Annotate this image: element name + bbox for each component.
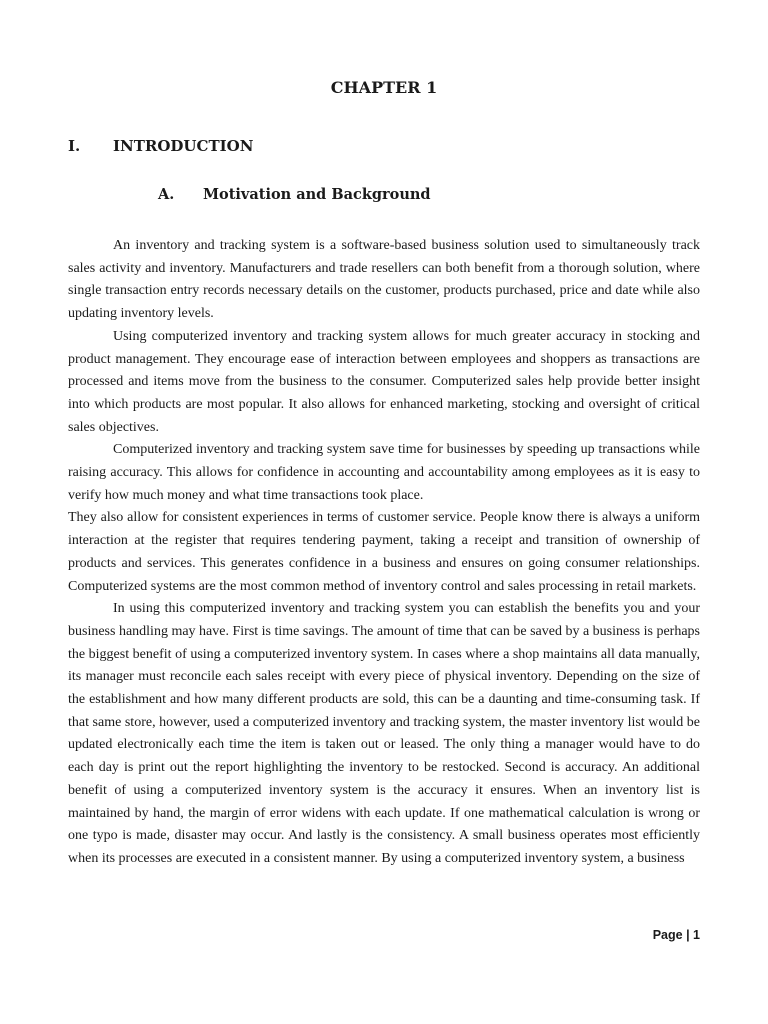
paragraph: Computerized inventory and tracking system save time for businesses by speeding up transactions while raising accuracy. This allows for confidence in accounting and accountability among employees as it is easy to verify how much money and what time transactions took place. [68,442,700,503]
section-title: INTRODUCTION [113,137,254,155]
page-number: Page | 1 [652,928,700,942]
subsection-title: Motivation and Background [203,186,431,203]
paragraph: In using this computerized inventory and tracking system you can establish the benefits you and your business handling may have. First is time savings. The amount of time that can be saved by a business is perhaps the biggest benefit of using a computerized inventory system. In cases where a shop maintains all data manually, its manager must reconcile each sales receipt with every piece of physical inventory. Depending on the size of the establishment and how many different products are sold, this can be a daunting and time-consuming task. If that same store, however, used a computerized inventory and tracking system, the master inventory list would be updated electronically each time the item is taken out or leased. The only thing a manager would have to do each day is print out the report highlighting the inventory to be restocked. Second is accuracy. An additional benefit of using a computerized inventory system is the accuracy it ensures. When an inventory list is maintained by hand, the margin of error widens with each update. If one mathematical calculation is wrong or one typo is made, disaster may occur. And lastly is the consistency. A small business operates most efficiently when its processes are executed in a consistent manner. By using a computerized inventory system, a business [68,601,700,866]
subsection-heading [158,186,431,203]
section-number: I. [68,137,81,155]
section-heading [68,137,253,155]
paragraph: An inventory and tracking system is a software-based business solution used to simultaneously track sales activity and inventory. Manufacturers and trade resellers can both benefit from a thorough solution, where single transaction entry records necessary details on the customer, products purchased, price and date while also updating inventory levels. [68,238,700,322]
body-text [68,235,700,871]
chapter-title: CHAPTER 1 [330,78,438,97]
paragraph: They also allow for consistent experiences in terms of customer service. People know there is always a uniform interaction at the register that requires tendering payment, taking a receipt and transition of ownership of products and services. This generates confidence in a business and ensures on going consumer relationships. Computerized systems are the most common method of inventory control and sales processing in retail markets. [68,510,700,594]
paragraph: Using computerized inventory and tracking system allows for much greater accuracy in stocking and product management. They encourage ease of interaction between employees and shoppers as transactions are processed and items move from the business to the consumer. Computerized sales help provide better insight into which products are most popular. It also allows for enhanced marketing, stocking and oversight of critical sales objectives. [68,328,700,435]
subsection-number: A. [158,186,175,203]
